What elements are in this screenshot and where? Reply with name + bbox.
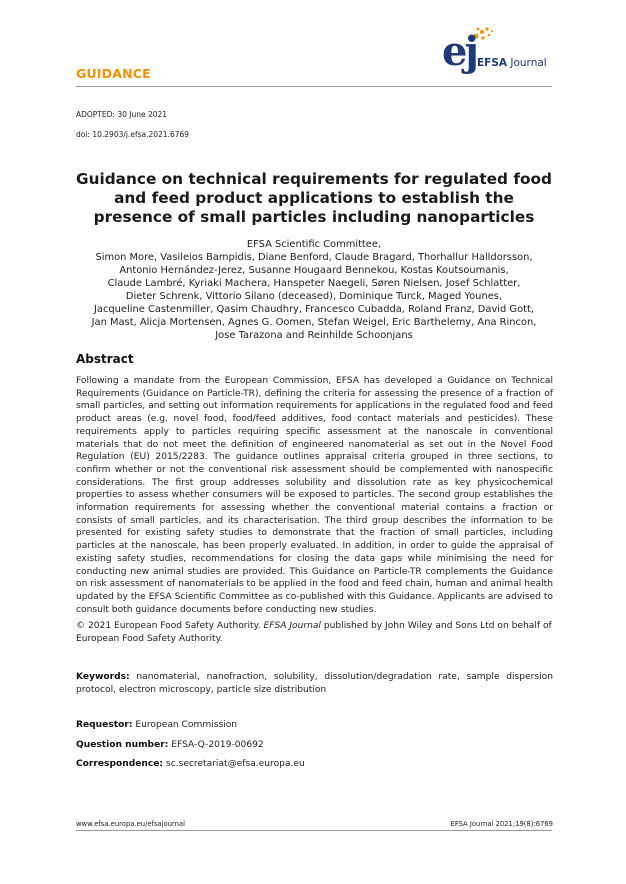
requestor bbox=[76, 720, 237, 730]
author-line: Dieter Schrenk, Vittorio Silano (deceased), Dominique Turck, Maged Younes, bbox=[125, 291, 503, 302]
author-list bbox=[76, 238, 552, 342]
correspondence bbox=[76, 759, 305, 769]
footer-divider bbox=[76, 830, 552, 831]
abstract-body: Following a mandate from the European Commission, EFSA has developed a Guidance on Technical Requirements (Guidance on Particle-TR), defining the criteria for assessing the presence of a fraction of small particles, and setting out information requirements for applications in the regulated food and feed product areas (e.g. novel food, food/feed additives, food contact materials and pesticides). These requirements apply to particles requiring specific assessment at the nanoscale in conventional materials that do not meet the definition of engineered nanomaterial as set out in the Novel Food Regulation (EU) 2015/2283. The guidance outlines appraisal criteria grouped in three sections, to confirm whether or not the conventional risk assessment should be complemented with nanospecific considerations. The first group addresses solubility and dissolution rate as key physicochemical properties to assess whether consumers will be exposed to particles. The second group establishes the information requirements for assessing whether the conventional material contains a fraction or consists of small particles, and its characterisation. The third group describes the information to be presented for existing safety studies to demonstrate that the fraction of small particles, including particles at the nanoscale, has been properly evaluated. In addition, in order to guide the appraisal of existing safety studies, recommendations for closing the data gaps while minimising the need for conducting new animal studies are provided. This Guidance on Particle-TR complements the Guidance on risk assessment of nanomaterials to be applied in the food and feed chain, human and animal health updated by the EFSA Scientific Committee as co-published with this Guidance. Applicants are advised to consult both guidance documents before conducting new studies. bbox=[76, 376, 553, 615]
correspondence-label: Correspondence: bbox=[76, 759, 164, 769]
requestor-label: Requestor: bbox=[76, 720, 133, 730]
footer-citation: EFSA Journal 2021;19(8):6769 bbox=[450, 820, 553, 828]
doi: doi: 10.2903/j.efsa.2021.6769 bbox=[76, 130, 190, 139]
header-divider bbox=[76, 86, 552, 87]
author-line: EFSA Scientific Committee, bbox=[246, 239, 382, 250]
author-line: Jose Tarazona and Reinhilde Schoonjans bbox=[215, 330, 413, 341]
requestor-value: European Commission bbox=[132, 720, 238, 730]
keywords-label: Keywords: bbox=[76, 672, 130, 682]
copyright-text-rest: published by John Wiley and Sons Ltd on behalf of European Food Safety Authority. bbox=[76, 621, 552, 644]
copyright-text: © 2021 European Food Safety Authority. bbox=[76, 621, 264, 631]
logo-mark: ej bbox=[442, 28, 476, 75]
logo-text bbox=[477, 57, 547, 69]
section-label: GUIDANCE bbox=[76, 66, 151, 81]
correspondence-email[interactable]: sc.secretariat@efsa.europa.eu bbox=[163, 759, 305, 769]
footer-url[interactable]: www.efsa.europa.eu/efsajournal bbox=[76, 820, 186, 828]
efsa-journal-logo bbox=[442, 24, 554, 84]
logo-text-bold: EFSA bbox=[477, 57, 508, 69]
abstract-heading: Abstract bbox=[76, 352, 134, 366]
question-number bbox=[76, 740, 264, 750]
adopted-date: ADOPTED: 30 June 2021 bbox=[76, 110, 168, 119]
keywords-text: nanomaterial, nanofraction, solubility, dissolution/degradation rate, sample dispersion protocol, electron microscopy, particle size distribution bbox=[76, 672, 553, 695]
journal-name: EFSA Journal bbox=[263, 621, 321, 631]
copyright-notice bbox=[76, 620, 553, 645]
question-label: Question number: bbox=[76, 740, 169, 750]
author-line: Jacqueline Castenmiller, Qasim Chaudhry, Francesco Cubadda, Roland Franz, David Gott, bbox=[93, 304, 535, 315]
document-title: Guidance on technical requirements for regulated food and feed product applications to establish the presence of small particles including nanoparticles bbox=[76, 170, 552, 226]
keywords bbox=[76, 671, 553, 696]
author-line: Jan Mast, Alicja Mortensen, Agnes G. Oomen, Stefan Weigel, Eric Barthelemy, Ana Rincon, bbox=[91, 317, 537, 328]
author-line: Antonio Hernández-Jerez, Susanne Hougaard Bennekou, Kostas Koutsoumanis, bbox=[119, 265, 509, 276]
question-value: EFSA-Q-2019-00692 bbox=[168, 740, 264, 750]
author-line: Claude Lambré, Kyriaki Machera, Hanspeter Naegeli, Søren Nielsen, Josef Schlatter, bbox=[107, 278, 521, 289]
author-line: Simon More, Vasileios Bampidis, Diane Benford, Claude Bragard, Thorhallur Halldorsson, bbox=[95, 252, 533, 263]
logo-text-rest: Journal bbox=[507, 57, 547, 69]
